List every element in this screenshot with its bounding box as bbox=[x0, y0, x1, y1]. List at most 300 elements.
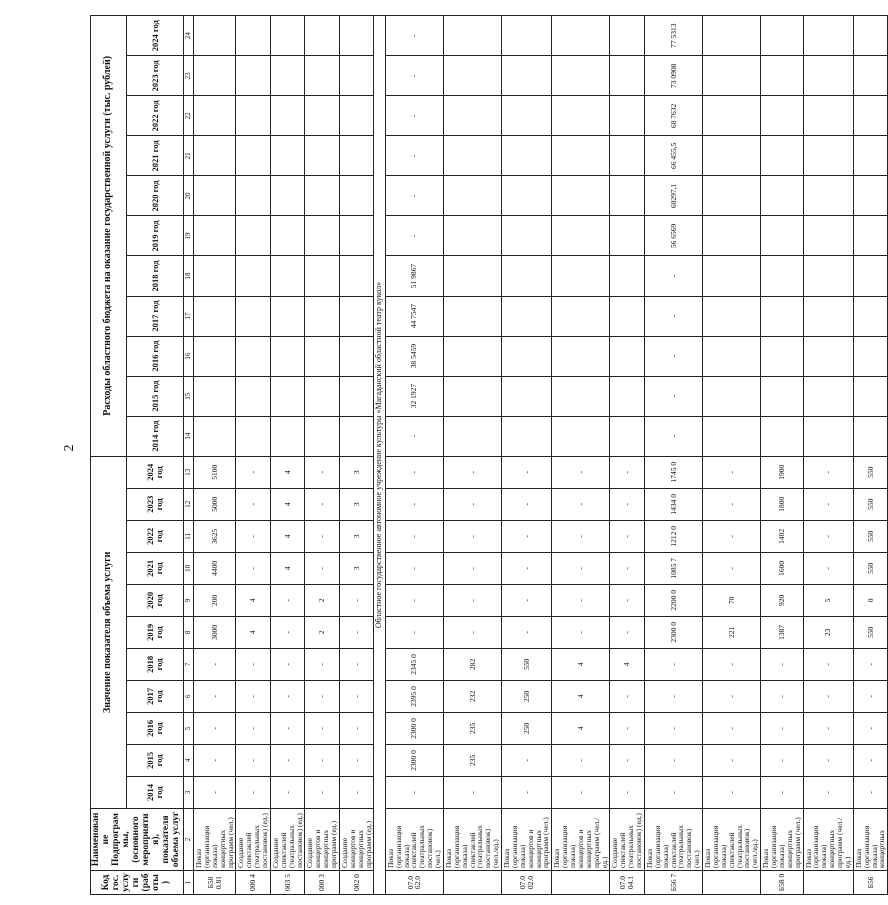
row-name: Показ (организация показа) концертных программ (чел.) bbox=[761, 808, 803, 870]
row-code bbox=[703, 870, 761, 894]
section-row bbox=[374, 16, 385, 895]
expense-value bbox=[703, 256, 761, 296]
expense-value bbox=[270, 216, 305, 256]
row-code: 07.0 02.0 bbox=[502, 870, 552, 894]
expense-value bbox=[803, 376, 853, 416]
expense-value bbox=[552, 96, 610, 136]
volume-value: - bbox=[610, 680, 645, 712]
volume-value: - bbox=[443, 616, 501, 648]
volume-value: - bbox=[305, 680, 340, 712]
volume-value: - bbox=[385, 552, 443, 584]
volume-value: 4 bbox=[270, 520, 305, 552]
expense-value bbox=[194, 336, 236, 376]
volume-value: - bbox=[236, 680, 271, 712]
volume-value: - bbox=[385, 488, 443, 520]
expense-value bbox=[236, 416, 271, 456]
table-row bbox=[339, 16, 374, 895]
volume-value: 1745 0 bbox=[644, 456, 702, 488]
expense-value bbox=[194, 16, 236, 56]
year-header-volume: 2021 год bbox=[127, 552, 183, 584]
row-name: Создание спектаклей (театральных постановок) (ед.) bbox=[236, 808, 271, 870]
volume-value: - bbox=[236, 776, 271, 808]
volume-value: 235 bbox=[443, 712, 501, 744]
expense-value bbox=[270, 256, 305, 296]
expense-value bbox=[270, 16, 305, 56]
volume-value: 550 bbox=[853, 488, 888, 520]
volume-value: - bbox=[703, 552, 761, 584]
column-number: 11 bbox=[183, 520, 193, 552]
expense-value bbox=[703, 96, 761, 136]
volume-value: - bbox=[703, 648, 761, 680]
year-header-volume: 2019 год bbox=[127, 616, 183, 648]
expense-value bbox=[552, 176, 610, 216]
row-name: Показ (организация показа) спектаклей (театральных постановок) (чел.) bbox=[644, 808, 702, 870]
volume-value: - bbox=[385, 776, 443, 808]
expense-value bbox=[703, 336, 761, 376]
volume-value: 0 bbox=[853, 584, 888, 616]
volume-value: 2 bbox=[305, 584, 340, 616]
expense-value bbox=[853, 376, 888, 416]
expense-value bbox=[761, 296, 803, 336]
volume-value: - bbox=[644, 648, 702, 680]
expense-value bbox=[703, 216, 761, 256]
expense-value bbox=[270, 296, 305, 336]
expense-value bbox=[610, 96, 645, 136]
table-row bbox=[385, 16, 443, 895]
year-header-volume: 2014 год bbox=[127, 776, 183, 808]
expense-value bbox=[339, 296, 374, 336]
table-row bbox=[610, 16, 645, 895]
volume-value: - bbox=[853, 776, 888, 808]
volume-value: - bbox=[236, 744, 271, 776]
volume-value: - bbox=[703, 488, 761, 520]
volume-value: - bbox=[552, 776, 610, 808]
expense-value bbox=[610, 216, 645, 256]
volume-value: 3625 bbox=[194, 520, 236, 552]
services-table bbox=[90, 15, 888, 895]
expense-value bbox=[502, 416, 552, 456]
year-header-expense: 2017 год bbox=[127, 296, 183, 336]
expense-value bbox=[761, 416, 803, 456]
expense-value: 32 1927 bbox=[385, 376, 443, 416]
volume-value: - bbox=[270, 712, 305, 744]
expense-value bbox=[610, 136, 645, 176]
volume-value: - bbox=[552, 488, 610, 520]
volume-value: 3 bbox=[339, 456, 374, 488]
expense-value bbox=[803, 96, 853, 136]
volume-value: - bbox=[194, 776, 236, 808]
volume-value: 1600 bbox=[761, 552, 803, 584]
volume-value: - bbox=[552, 552, 610, 584]
expense-value bbox=[194, 96, 236, 136]
volume-value: - bbox=[803, 712, 853, 744]
volume-value: - bbox=[703, 520, 761, 552]
expense-value bbox=[194, 256, 236, 296]
volume-value: - bbox=[270, 616, 305, 648]
volume-value: - bbox=[502, 552, 552, 584]
column-number: 18 bbox=[183, 256, 193, 296]
column-number: 12 bbox=[183, 488, 193, 520]
volume-value: - bbox=[385, 584, 443, 616]
column-number: 22 bbox=[183, 96, 193, 136]
expense-value bbox=[502, 96, 552, 136]
volume-value: - bbox=[443, 552, 501, 584]
volume-value: - bbox=[270, 648, 305, 680]
volume-value: 3 bbox=[339, 552, 374, 584]
expense-value bbox=[853, 136, 888, 176]
volume-value: - bbox=[305, 712, 340, 744]
expense-value bbox=[853, 336, 888, 376]
volume-value: - bbox=[339, 744, 374, 776]
row-name: Создание концертов и концертных программ (ед.) bbox=[339, 808, 374, 870]
expense-value: 51 9867 bbox=[385, 256, 443, 296]
expense-value bbox=[610, 56, 645, 96]
volume-value: - bbox=[803, 456, 853, 488]
expense-value bbox=[194, 296, 236, 336]
volume-value: - bbox=[853, 744, 888, 776]
volume-value: 550 bbox=[853, 520, 888, 552]
row-name: Показ (организация показа) спектаклей (театральных постановок) (чел./ед.) bbox=[703, 808, 761, 870]
volume-value: - bbox=[703, 712, 761, 744]
table-row bbox=[194, 16, 236, 895]
volume-value: - bbox=[610, 776, 645, 808]
expense-value bbox=[853, 416, 888, 456]
table-row bbox=[552, 16, 610, 895]
volume-value: 3 bbox=[339, 520, 374, 552]
volume-value: 1800 bbox=[761, 488, 803, 520]
row-code bbox=[803, 870, 853, 894]
volume-value: - bbox=[552, 744, 610, 776]
expense-value bbox=[339, 136, 374, 176]
year-header-expense: 2024 год bbox=[127, 16, 183, 56]
volume-value: - bbox=[385, 616, 443, 648]
table-row bbox=[761, 16, 803, 895]
volume-value: - bbox=[339, 616, 374, 648]
expense-value: 68 7632 bbox=[644, 96, 702, 136]
volume-value: - bbox=[502, 744, 552, 776]
year-header-expense: 2021 год bbox=[127, 136, 183, 176]
volume-value: - bbox=[610, 616, 645, 648]
table-row bbox=[703, 16, 761, 895]
expense-value: - bbox=[385, 216, 443, 256]
column-number: 16 bbox=[183, 336, 193, 376]
section-header: Областное государственное автономное учреждение культуры «Магаданский областной театр кукол» bbox=[374, 16, 385, 895]
volume-value: - bbox=[610, 552, 645, 584]
column-number: 2 bbox=[183, 808, 193, 870]
volume-value: - bbox=[236, 648, 271, 680]
volume-value: - bbox=[339, 648, 374, 680]
expense-value bbox=[761, 256, 803, 296]
expense-value bbox=[502, 56, 552, 96]
column-number: 1 bbox=[183, 870, 193, 894]
volume-value: - bbox=[443, 776, 501, 808]
expense-value: - bbox=[644, 336, 702, 376]
expense-value bbox=[339, 16, 374, 56]
volume-value: 4 bbox=[270, 552, 305, 584]
expense-value: - bbox=[385, 136, 443, 176]
table-row bbox=[443, 16, 501, 895]
expense-value bbox=[552, 416, 610, 456]
volume-value: - bbox=[305, 520, 340, 552]
expense-value bbox=[236, 216, 271, 256]
expense-value: - bbox=[644, 416, 702, 456]
row-code: Б56 7 bbox=[644, 870, 702, 894]
volume-value: 1402 bbox=[761, 520, 803, 552]
volume-value: 4400 bbox=[194, 552, 236, 584]
volume-value: - bbox=[305, 744, 340, 776]
expense-value bbox=[853, 216, 888, 256]
expense-value bbox=[194, 416, 236, 456]
column-number: 21 bbox=[183, 136, 193, 176]
expense-value bbox=[803, 56, 853, 96]
page-number: 2 bbox=[62, 444, 77, 452]
expense-value bbox=[443, 216, 501, 256]
expense-value bbox=[552, 136, 610, 176]
expense-value bbox=[552, 296, 610, 336]
expense-value: 60297,1 bbox=[644, 176, 702, 216]
expense-value bbox=[236, 176, 271, 216]
expense-value bbox=[305, 56, 340, 96]
year-header-expense: 2015 год bbox=[127, 376, 183, 416]
expense-value bbox=[703, 56, 761, 96]
expense-value bbox=[443, 136, 501, 176]
volume-value: - bbox=[194, 744, 236, 776]
volume-value: 4 bbox=[270, 456, 305, 488]
expense-value bbox=[443, 56, 501, 96]
expense-value: - bbox=[644, 376, 702, 416]
expense-value bbox=[552, 336, 610, 376]
header-expense-group: Расходы областного бюджета на оказание государственной услуги (тыс. рублей) bbox=[91, 16, 127, 457]
expense-value bbox=[610, 16, 645, 56]
volume-value: 2300 0 bbox=[644, 616, 702, 648]
expense-value: - bbox=[385, 96, 443, 136]
volume-value: 221 bbox=[703, 616, 761, 648]
volume-value: - bbox=[502, 776, 552, 808]
volume-value: - bbox=[236, 552, 271, 584]
volume-value: - bbox=[305, 552, 340, 584]
volume-value: 4 bbox=[552, 712, 610, 744]
volume-value: 232 bbox=[443, 680, 501, 712]
volume-value: - bbox=[853, 648, 888, 680]
expense-value bbox=[610, 256, 645, 296]
volume-value: - bbox=[610, 520, 645, 552]
expense-value bbox=[305, 256, 340, 296]
volume-value: 250 bbox=[502, 712, 552, 744]
expense-value bbox=[703, 376, 761, 416]
expense-value bbox=[270, 136, 305, 176]
expense-value bbox=[194, 56, 236, 96]
volume-value: - bbox=[502, 616, 552, 648]
expense-value bbox=[305, 336, 340, 376]
expense-value bbox=[803, 136, 853, 176]
year-header-expense: 2016 год bbox=[127, 336, 183, 376]
expense-value: 56 6569 bbox=[644, 216, 702, 256]
expense-value bbox=[339, 176, 374, 216]
volume-value: - bbox=[761, 680, 803, 712]
expense-value bbox=[552, 56, 610, 96]
volume-value: - bbox=[803, 520, 853, 552]
expense-value: - bbox=[644, 256, 702, 296]
expense-value bbox=[339, 336, 374, 376]
table-row bbox=[236, 16, 271, 895]
volume-value: 1434 0 bbox=[644, 488, 702, 520]
expense-value bbox=[761, 176, 803, 216]
expense-value bbox=[270, 336, 305, 376]
header-volume-group: Значение показателя объема услуги bbox=[91, 456, 127, 808]
volume-value: - bbox=[339, 776, 374, 808]
volume-value: - bbox=[761, 776, 803, 808]
expense-value bbox=[552, 256, 610, 296]
expense-value bbox=[703, 136, 761, 176]
row-name: Показ (организация показа) концертных программ (чел./ед.) bbox=[803, 808, 853, 870]
volume-value: 3000 bbox=[194, 616, 236, 648]
volume-value: - bbox=[644, 680, 702, 712]
expense-value bbox=[339, 416, 374, 456]
volume-value: 1212 0 bbox=[644, 520, 702, 552]
expense-value bbox=[552, 16, 610, 56]
expense-value bbox=[761, 56, 803, 96]
expense-value bbox=[443, 416, 501, 456]
volume-value: 4 bbox=[236, 584, 271, 616]
expense-value bbox=[853, 176, 888, 216]
volume-value: - bbox=[552, 520, 610, 552]
expense-value bbox=[803, 176, 853, 216]
volume-value: - bbox=[703, 776, 761, 808]
column-number: 24 bbox=[183, 16, 193, 56]
volume-value: - bbox=[552, 616, 610, 648]
expense-value bbox=[552, 216, 610, 256]
volume-value: - bbox=[502, 488, 552, 520]
expense-value bbox=[502, 336, 552, 376]
column-number: 13 bbox=[183, 456, 193, 488]
volume-value: - bbox=[502, 520, 552, 552]
table-row bbox=[644, 16, 702, 895]
volume-value: - bbox=[803, 744, 853, 776]
expense-value bbox=[803, 256, 853, 296]
volume-value: - bbox=[270, 584, 305, 616]
volume-value: 4 bbox=[552, 680, 610, 712]
row-code: Б56 bbox=[853, 870, 888, 894]
volume-value: - bbox=[385, 520, 443, 552]
table-row bbox=[853, 16, 888, 895]
volume-value: - bbox=[339, 712, 374, 744]
row-name: Показ (организация показа) концертных программ (чел.) bbox=[194, 808, 236, 870]
expense-value bbox=[761, 96, 803, 136]
expense-value bbox=[610, 336, 645, 376]
volume-value: 1387 bbox=[761, 616, 803, 648]
expense-value bbox=[703, 416, 761, 456]
volume-value: - bbox=[803, 552, 853, 584]
volume-value: - bbox=[305, 648, 340, 680]
volume-value: - bbox=[236, 520, 271, 552]
expense-value bbox=[803, 416, 853, 456]
row-code: 000 4 bbox=[236, 870, 271, 894]
volume-value: - bbox=[552, 584, 610, 616]
expense-value bbox=[194, 176, 236, 216]
volume-value: - bbox=[305, 456, 340, 488]
volume-value: 250 bbox=[502, 680, 552, 712]
year-header-expense: 2019 год bbox=[127, 216, 183, 256]
volume-value: 2300 0 bbox=[385, 712, 443, 744]
volume-value: 4 bbox=[236, 616, 271, 648]
volume-value: - bbox=[610, 488, 645, 520]
volume-value: - bbox=[703, 680, 761, 712]
expense-value: - bbox=[385, 16, 443, 56]
expense-value bbox=[610, 176, 645, 216]
volume-value: - bbox=[305, 776, 340, 808]
volume-value: - bbox=[270, 776, 305, 808]
volume-value: - bbox=[610, 712, 645, 744]
volume-value: - bbox=[339, 680, 374, 712]
year-header-volume: 2022 год bbox=[127, 520, 183, 552]
volume-value: - bbox=[443, 584, 501, 616]
year-header-expense: 2020 год bbox=[127, 176, 183, 216]
volume-value: 550 bbox=[853, 616, 888, 648]
expense-value: - bbox=[385, 416, 443, 456]
volume-value: - bbox=[443, 488, 501, 520]
expense-value bbox=[502, 256, 552, 296]
year-header-volume: 2023 год bbox=[127, 488, 183, 520]
expense-value: - bbox=[385, 176, 443, 216]
column-number: 10 bbox=[183, 552, 193, 584]
expense-value bbox=[270, 176, 305, 216]
expense-value bbox=[305, 416, 340, 456]
expense-value bbox=[443, 16, 501, 56]
volume-value: - bbox=[194, 680, 236, 712]
column-number: 8 bbox=[183, 616, 193, 648]
expense-value bbox=[803, 16, 853, 56]
expense-value bbox=[236, 376, 271, 416]
column-number: 20 bbox=[183, 176, 193, 216]
volume-value: - bbox=[853, 680, 888, 712]
expense-value bbox=[270, 376, 305, 416]
year-header-volume: 2016 год bbox=[127, 712, 183, 744]
volume-value: - bbox=[610, 744, 645, 776]
row-name: Показ (организация показа) концертов и концертных программ (чел.) bbox=[502, 808, 552, 870]
expense-value bbox=[761, 376, 803, 416]
year-header-expense: 2022 год bbox=[127, 96, 183, 136]
expense-value bbox=[853, 16, 888, 56]
volume-value: - bbox=[703, 456, 761, 488]
volume-value: - bbox=[236, 712, 271, 744]
volume-value: 70 bbox=[703, 584, 761, 616]
table-body bbox=[194, 16, 888, 895]
table-row bbox=[270, 16, 305, 895]
volume-value: - bbox=[502, 584, 552, 616]
expense-value: - bbox=[644, 296, 702, 336]
expense-value bbox=[236, 296, 271, 336]
volume-value: - bbox=[194, 712, 236, 744]
header-name: Наименование Подпрограммы, (основного мероприятия), показателя объема услуг bbox=[91, 808, 184, 870]
year-header-volume: 2017 год bbox=[127, 680, 183, 712]
volume-value: 550 bbox=[853, 552, 888, 584]
expense-value bbox=[443, 256, 501, 296]
volume-value: 2300 0 bbox=[385, 744, 443, 776]
volume-value: - bbox=[443, 456, 501, 488]
expense-value bbox=[270, 416, 305, 456]
column-number: 4 bbox=[183, 744, 193, 776]
column-number: 15 bbox=[183, 376, 193, 416]
expense-value bbox=[305, 296, 340, 336]
expense-value bbox=[502, 216, 552, 256]
expense-value bbox=[502, 176, 552, 216]
expense-value bbox=[443, 376, 501, 416]
row-code: 07.0 04.1 bbox=[610, 870, 645, 894]
expense-value bbox=[236, 96, 271, 136]
expense-value bbox=[236, 136, 271, 176]
expense-value bbox=[610, 416, 645, 456]
volume-value: - bbox=[761, 712, 803, 744]
